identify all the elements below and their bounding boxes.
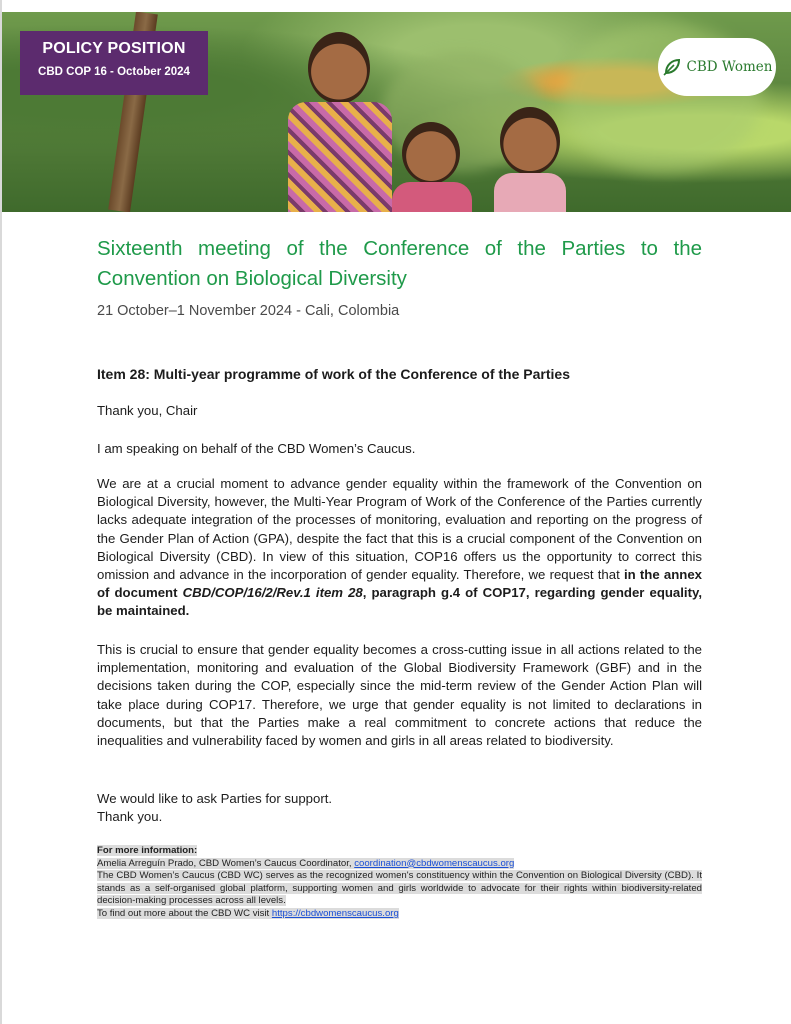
- meeting-dates: 21 October–1 November 2024 - Cali, Colombia: [97, 303, 400, 319]
- paragraph-1-bold: in the annex of document: [97, 567, 702, 601]
- policy-position-badge: [20, 31, 208, 95]
- support-request: We would like to ask Parties for support.: [97, 791, 333, 806]
- child-figure: [390, 122, 475, 212]
- hero-banner-photo: [2, 12, 791, 212]
- footer-more: To find out more about the CBD WC visit: [97, 907, 272, 919]
- page-title: Sixteenth meeting of the Conference of the Parties to the Convention on Biological Diversity: [97, 237, 702, 290]
- behalf-text: I am speaking on behalf of the CBD Women’s Caucus.: [97, 441, 416, 456]
- badge-subtitle: CBD COP 16 - October 2024: [38, 66, 190, 78]
- child-figure: [490, 107, 570, 212]
- paragraph-1: [97, 475, 702, 621]
- greeting-text: Thank you, Chair: [97, 403, 198, 418]
- contact-email-link[interactable]: coordination@cbdwomenscaucus.org: [354, 857, 515, 869]
- child-figure: [280, 32, 400, 212]
- paragraph-1-bold-end: , paragraph g.4 of COP17, regarding gender equality, be maintained.: [97, 585, 702, 619]
- footer-about: The CBD Women’s Caucus (CBD WC) serves as the recognized women's constituency within the Convention on Biological Diversity (CBD). It stands as a self-organised global platform, supporting women and girls worldwide to advocate for their rights within biodiversity-related decision-making processes across all levels.: [97, 870, 702, 907]
- cbd-women-logo: [658, 38, 776, 96]
- paragraph-1-text: We are at a crucial moment to advance gender equality within the framework of the Convention on Biological Diversity, however, the Multi-Year Program of Work of the Conference of the Parties currently lacks adequate integration of the processes of monitoring, evaluation and reporting on the progress of the Gender Plan of Action (GPA), despite the fact that this is a crucial component of the Convention on Biological Diversity (CBD). In view of this situation, COP16 offers us the opportunity to correct this omission and advance in the incorporation of gender equality. Therefore, we request that: [97, 476, 702, 583]
- badge-title: POLICY POSITION: [42, 40, 186, 57]
- website-link[interactable]: https://cbdwomenscaucus.org: [271, 907, 399, 919]
- leaf-icon: [662, 57, 682, 77]
- document-reference: CBD/COP/16/2/Rev.1 item 28: [182, 585, 363, 601]
- item-heading: Item 28: Multi-year programme of work of the Conference of the Parties: [97, 366, 570, 382]
- closing-thanks: Thank you.: [97, 809, 163, 824]
- paragraph-2: This is crucial to ensure that gender equality becomes a cross-cutting issue in all actions related to the implementation, monitoring and evaluation of the Global Biodiversity Framework (GBF) and in the decisions taken during the COP, especially since the mid-term review of the Gender Action Plan will take place during COP17. Therefore, we urge that gender equality is not limited to declarations in documents, but that the Parties make a real commitment to concrete actions that reduce the inequalities and vulnerability faced by women and girls in all areas related to biodiversity.: [97, 642, 702, 749]
- footer-info: [97, 845, 702, 921]
- logo-text: CBD Women: [686, 59, 773, 75]
- footer-heading: For more information:: [97, 845, 198, 856]
- footer-contact: Amelia Arreguín Prado, CBD Women’s Caucus Coordinator,: [97, 857, 355, 869]
